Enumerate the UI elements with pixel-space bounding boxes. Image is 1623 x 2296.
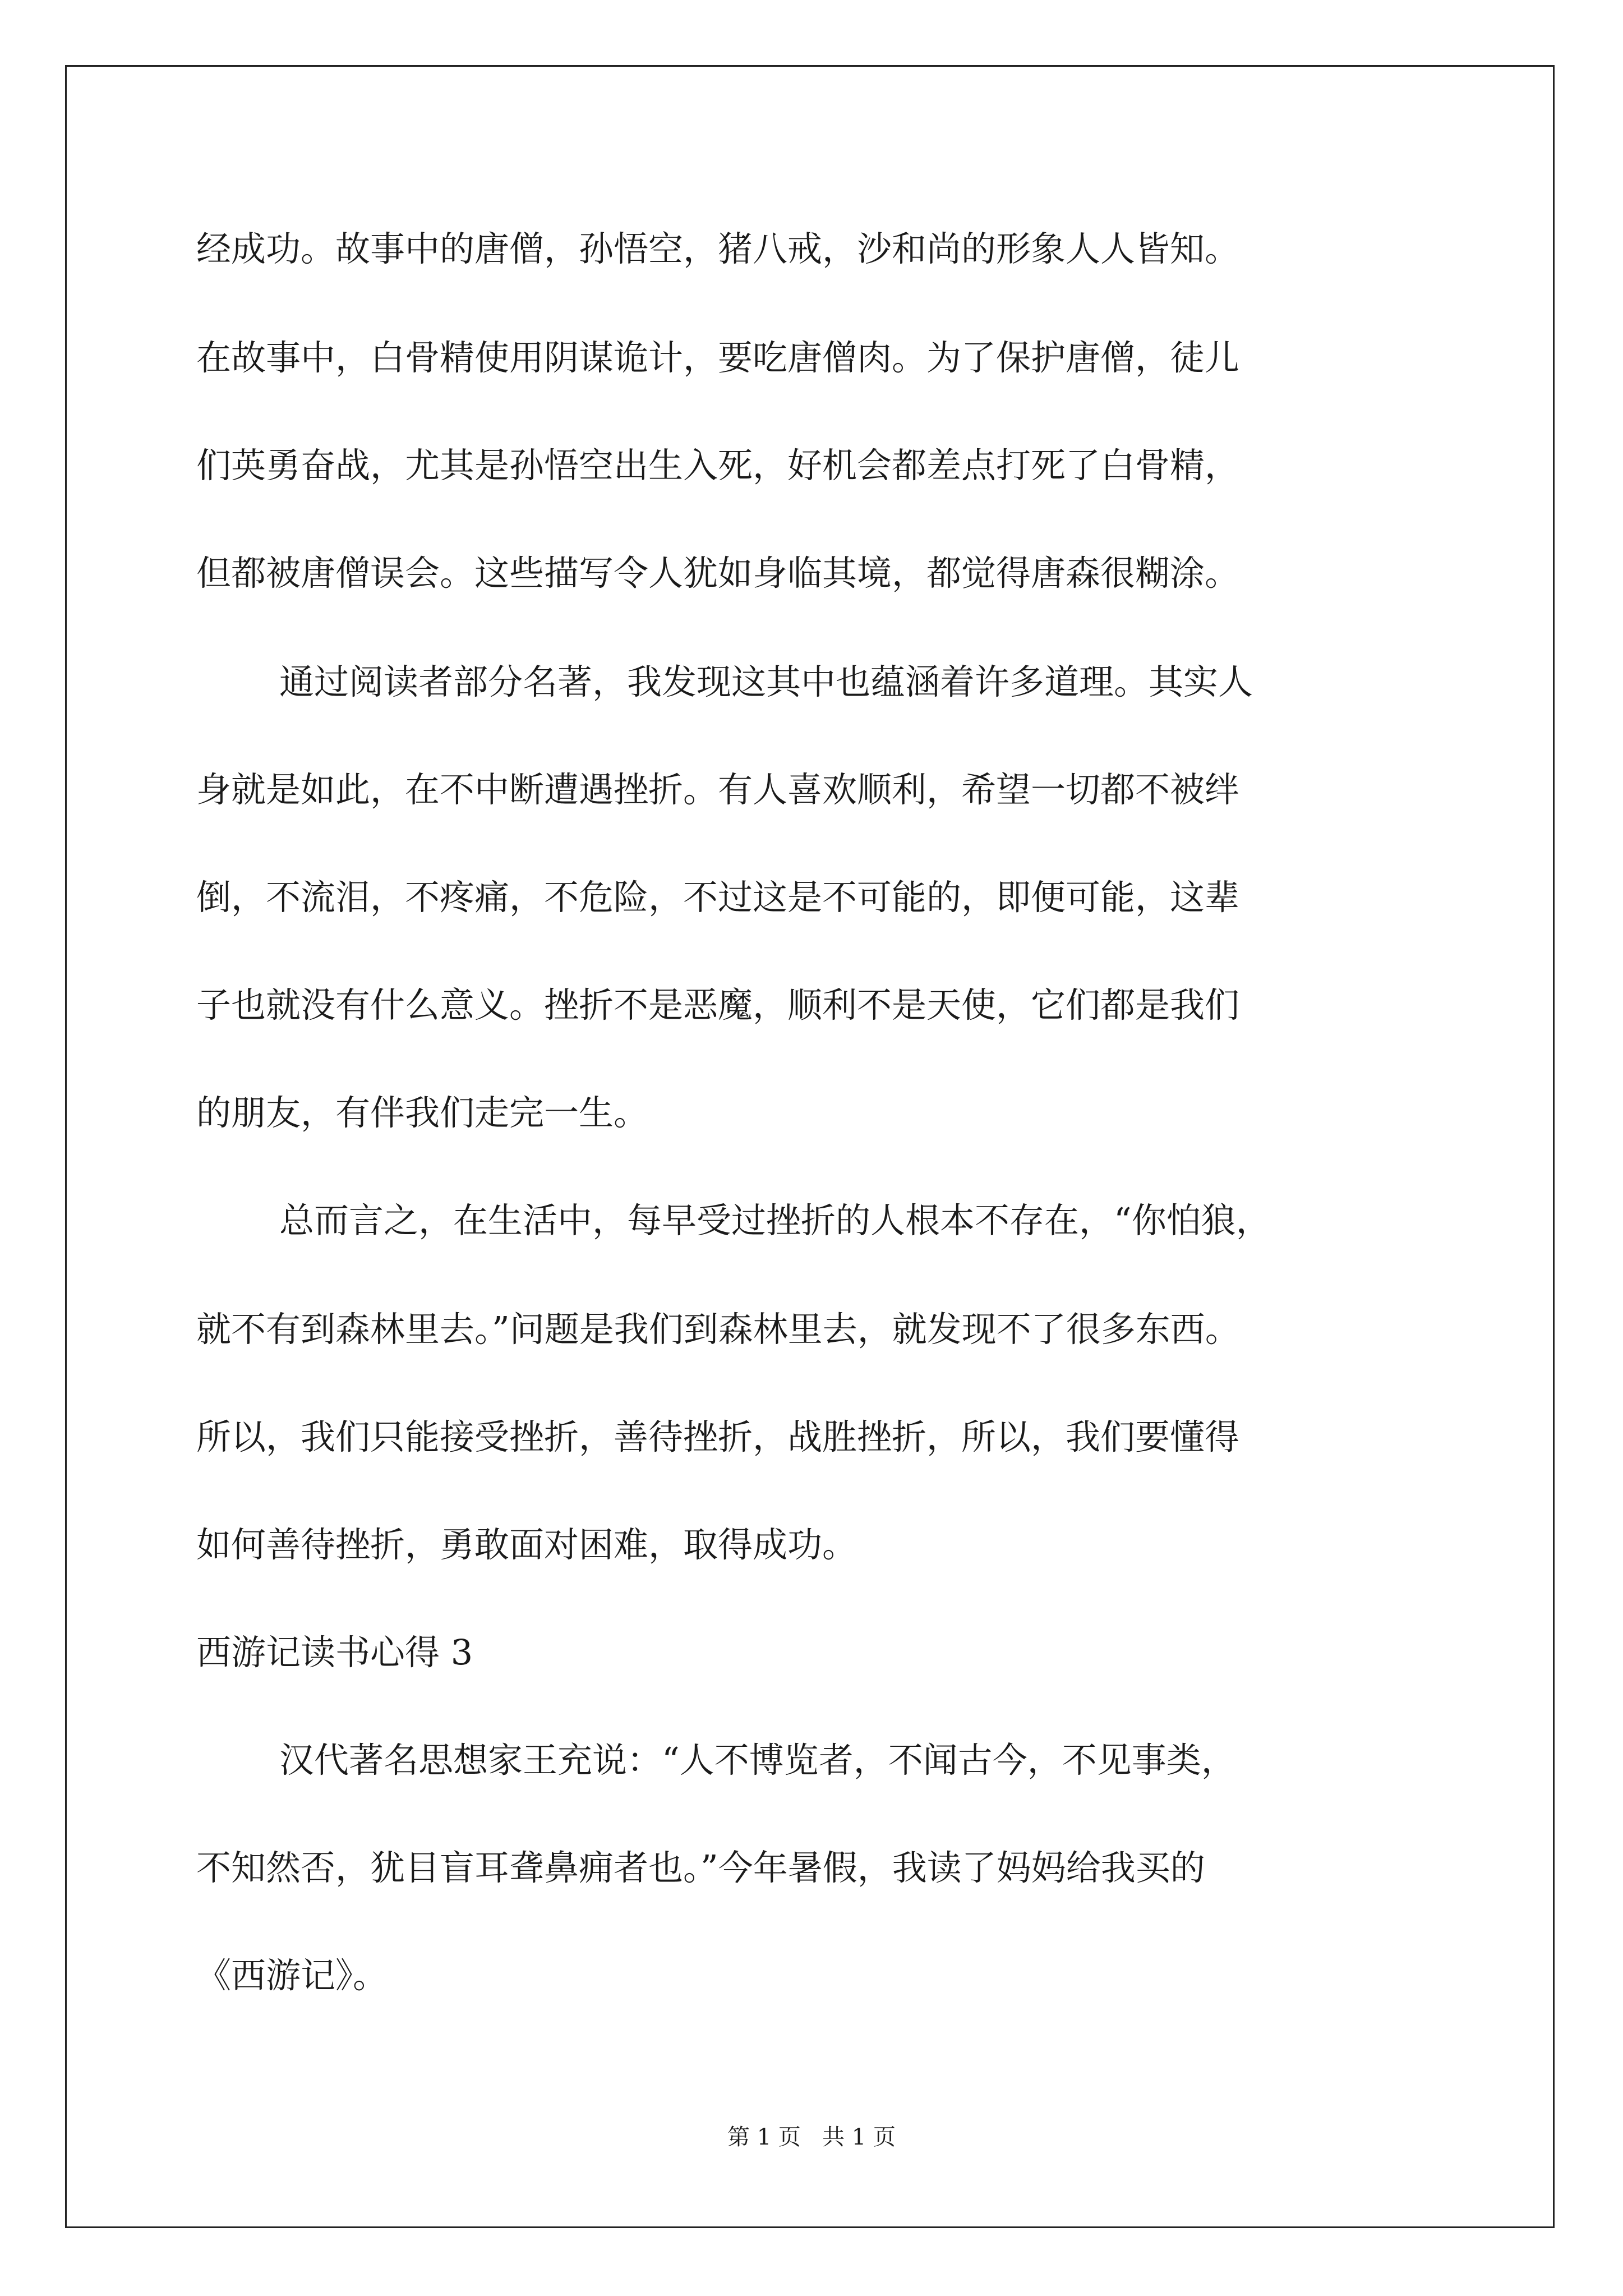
text-line: 经成功。故事中的唐僧，孙悟空，猪八戒，沙和尚的形象人人皆知。 [196,228,1240,269]
text-line: 在故事中，白骨精使用阴谋诡计，要吃唐僧肉。为了保护唐僧，徒儿 [196,337,1240,378]
text-line: 如何善待挫折，勇敢面对困难，取得成功。 [196,1524,857,1565]
text-line: 们英勇奋战，尤其是孙悟空出生入死，好机会都差点打死了白骨精， [196,445,1240,486]
page-footer: 第 1 页 共 1 页 [727,2124,896,2150]
paragraph-start: 汉代著名思想家王充说：“人不博览者，不闻古今，不见事类， [279,1740,1236,1780]
text-line: 但都被唐僧误会。这些描写令人犹如身临其境，都觉得唐森很糊涂。 [196,553,1240,593]
text-line: 的朋友，有伴我们走完一生。 [196,1092,649,1133]
section-heading: 西游记读书心得 3 [196,1632,473,1673]
text-line: 倒，不流泪，不疼痛，不危险，不过这是不可能的，即便可能，这辈 [196,877,1240,918]
paragraph-start: 通过阅读者部分名著，我发现这其中也蕴涵着许多道理。其实人 [279,661,1253,702]
text-line: 《西游记》。 [196,1955,388,1996]
page-border [65,65,1555,2228]
text-line: 所以，我们只能接受挫折，善待挫折，战胜挫折，所以，我们要懂得 [196,1416,1240,1457]
text-line: 就不有到森林里去。”问题是我们到森林里去，就发现不了很多东西。 [196,1309,1240,1350]
text-line: 不知然否，犹目盲耳聋鼻痈者也。”今年暑假，我读了妈妈给我买的 [196,1847,1205,1888]
text-line: 身就是如此，在不中断遭遇挫折。有人喜欢顺利，希望一切都不被绊 [196,769,1240,810]
paragraph-start: 总而言之，在生活中，每早受过挫折的人根本不存在，“你怕狼， [279,1200,1271,1241]
text-line: 子也就没有什么意义。挫折不是恶魔，顺利不是天使，它们都是我们 [196,984,1240,1025]
